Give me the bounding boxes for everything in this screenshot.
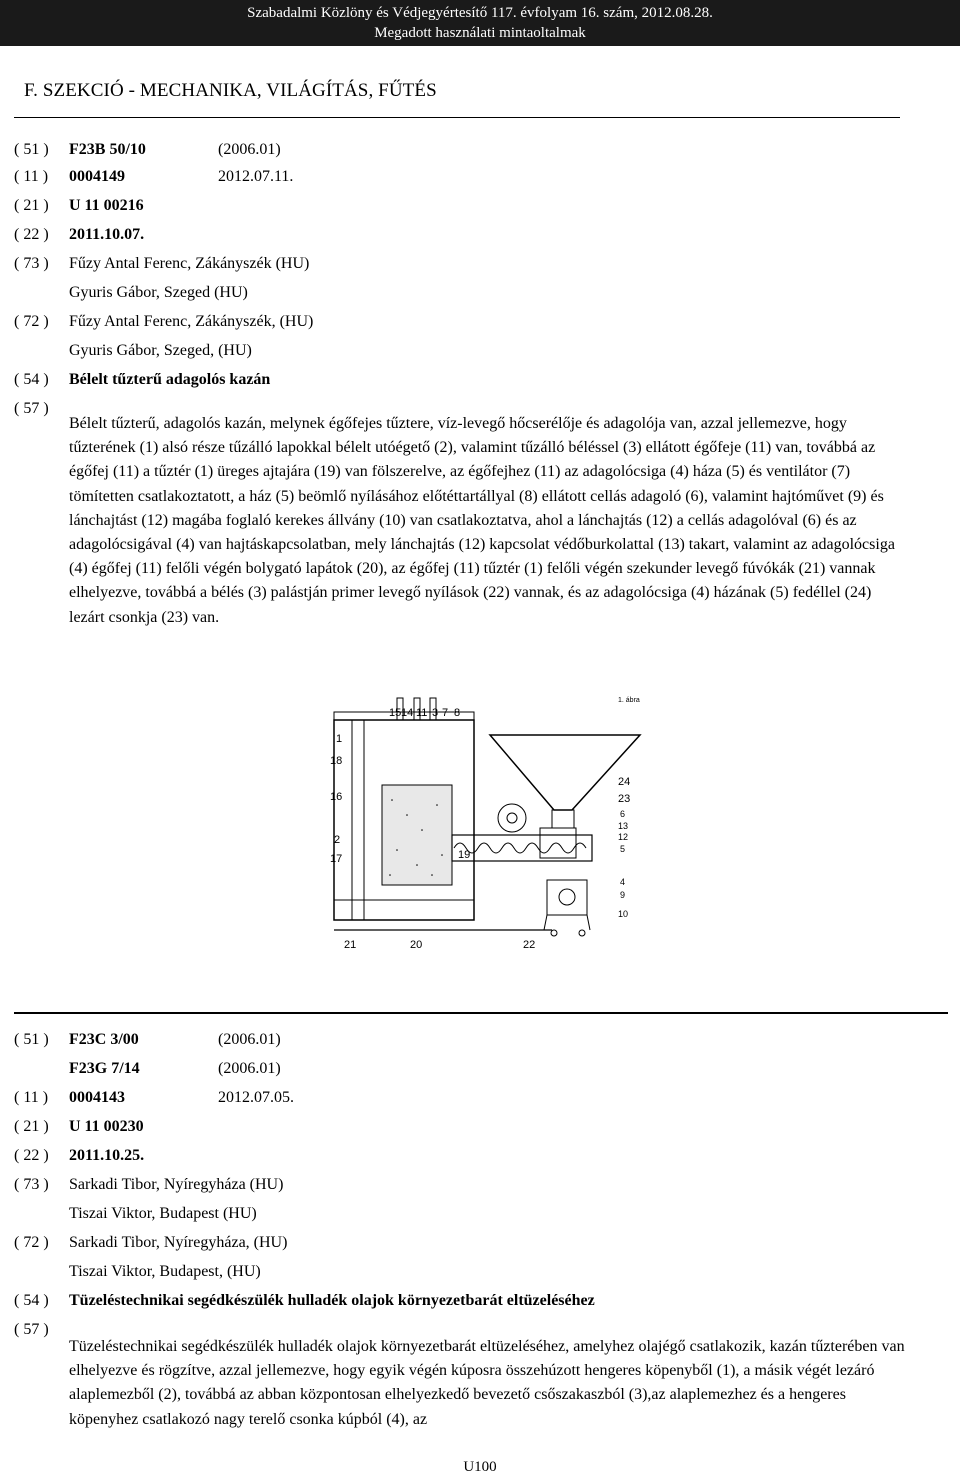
figure-label: 3 xyxy=(432,707,439,719)
registration-date: 2012.07.05. xyxy=(218,1089,294,1106)
owner: Gyuris Gábor, Szeged (HU) xyxy=(69,284,248,301)
figure-label: 13 xyxy=(618,821,629,831)
inventor: Fűzy Antal Ferenc, Zákányszék, (HU) xyxy=(69,313,314,330)
ipc-version: (2006.01) xyxy=(218,141,281,158)
figure-label: 8 xyxy=(454,707,461,719)
inid-code: ( 54 ) xyxy=(14,1292,49,1309)
invention-title: Tüzeléstechnikai segédkészülék hulladék olajok környezetbarát eltüzeléséhez xyxy=(69,1292,595,1309)
divider-rule xyxy=(14,117,900,118)
filing-date: 2011.10.07. xyxy=(69,226,145,243)
inid-code: ( 51 ) xyxy=(14,141,49,158)
figure-label: 23 xyxy=(618,793,631,805)
inid-code: ( 73 ) xyxy=(14,255,49,272)
figure-label: 4 xyxy=(620,877,626,887)
figure-label: 12 xyxy=(618,832,629,842)
entry2-abstract: Tüzeléstechnikai segédkészülék hulladék olajok környezetbarát eltüzeléséhez, amelyhez olajégő csatlakozik, kazán tűzterében van elhelyezve és rögzítve, azzal jellemezve, hogy egyik végén kúposra összehúzott hengeres köpenyből (1), a másik végét lezáró alaplemezből (2), továbbá az abban központosan elhelyezkedő bevezető csőszakaszból (3),az alaplemezhez és a hengeres köpenyhez csatlakozó nagy terelő csonka kúpból (4), az xyxy=(69,1338,905,1428)
inid-code: ( 11 ) xyxy=(14,1089,49,1106)
ipc-class: F23C 3/00 xyxy=(69,1031,139,1048)
owner: Fűzy Antal Ferenc, Zákányszék (HU) xyxy=(69,255,310,272)
figure-label: 16 xyxy=(330,791,343,803)
figure-label: 22 xyxy=(523,939,536,951)
section-subtitle: Megadott használati mintaoltalmak xyxy=(374,25,586,41)
inid-code: ( 73 ) xyxy=(14,1176,49,1193)
inid-code: ( 72 ) xyxy=(14,313,49,330)
figure-label: 19 xyxy=(458,849,471,861)
figure-label: 21 xyxy=(344,939,357,951)
section-title: F. SZEKCIÓ - MECHANIKA, VILÁGÍTÁS, FŰTÉS xyxy=(24,80,437,101)
application-number: U 11 00230 xyxy=(69,1118,144,1135)
figure-label: 6 xyxy=(620,809,626,819)
inid-code: ( 21 ) xyxy=(14,1118,49,1135)
figure-label: 15 xyxy=(389,707,402,719)
registration-number: 0004143 xyxy=(69,1089,125,1106)
ipc-class: F23B 50/10 xyxy=(69,141,146,158)
owner: Sarkadi Tibor, Nyíregyháza (HU) xyxy=(69,1176,284,1193)
figure-label: 10 xyxy=(618,909,629,919)
inid-code: ( 21 ) xyxy=(14,197,49,214)
registration-date: 2012.07.11. xyxy=(218,168,294,185)
ipc-version: (2006.01) xyxy=(218,1031,281,1048)
inventor: Sarkadi Tibor, Nyíregyháza, (HU) xyxy=(69,1234,288,1251)
invention-title: Bélelt tűzterű adagolós kazán xyxy=(69,371,271,388)
inventor: Gyuris Gábor, Szeged, (HU) xyxy=(69,342,252,359)
figure-label: 14 xyxy=(401,707,414,719)
figure-label: 5 xyxy=(620,844,626,854)
inid-code: ( 57 ) xyxy=(14,1321,49,1338)
inid-code: ( 11 ) xyxy=(14,168,49,185)
figure-label: 18 xyxy=(330,755,343,767)
inid-code: ( 54 ) xyxy=(14,371,49,388)
inid-code: ( 22 ) xyxy=(14,1147,49,1164)
owner: Tiszai Viktor, Budapest (HU) xyxy=(69,1205,257,1222)
figure-label: 11 xyxy=(416,707,428,719)
figure-label: 1 xyxy=(336,733,343,745)
figure-label: 17 xyxy=(330,853,343,865)
inid-code: ( 22 ) xyxy=(14,226,49,243)
inid-code: ( 57 ) xyxy=(14,400,49,417)
divider-rule xyxy=(14,1012,948,1014)
figure-label: 2 xyxy=(334,834,341,846)
inid-code: ( 51 ) xyxy=(14,1031,49,1048)
ipc-version: (2006.01) xyxy=(218,1060,281,1077)
figure-caption: 1. ábra xyxy=(618,697,640,704)
filing-date: 2011.10.25. xyxy=(69,1147,145,1164)
inid-code: ( 72 ) xyxy=(14,1234,49,1251)
page-number: U100 xyxy=(463,1459,497,1475)
page-header xyxy=(0,0,960,46)
figure-label: 9 xyxy=(620,890,626,900)
boiler-drawing xyxy=(322,690,652,955)
entry1-abstract: Bélelt tűzterű, adagolós kazán, melynek égőfejes tűztere, víz-levegő hőcserélője és adagolója van, azzal jellemezve, hogy tűzterének (1) alsó része tűzálló lapokkal bélelt utóégető (2), valamint tűzálló béléssel (3) ellátott égőfeje (11) van, továbbá az égőfej (11) a tűztér (1) üreges ajtajára (19) van fölszerelve, az égőfejhez (11) az adagolócsiga (4) háza (5) és ventilátor (7) tömítetten csatlakoztatott, a ház (5) beömlő nyílásához előtéttartállyal (8) ellátott cellás adagoló (6), valamint hajtóművet (9) és lánchajtást (12) magába foglaló kerekes állvány (10) van csatlakoztatva, ahol a lánchajtás (12) a cellás adagolóval (6) és az adagolócsigával (4) van hajtáskapcsolatban, mely lánchajtás (12) kapcsolat védőburkolattal (13) takart, valamint az adagolócsiga (4) égőfej (11) felőli végén bolygató lapátok (20), az égőfej (11) tűztér (1) felőli végén szekunder levegő fúvókák (21) vannak elhelyezve, továbbá a bélés (3) palástján primer levegő nyílások (22) vannak, és az adagolócsiga (4) házának (5) fedéllel (24) lezárt csonkja (23) van. xyxy=(69,415,895,626)
figure-label: 20 xyxy=(410,939,423,951)
journal-title: Szabadalmi Közlöny és Védjegyértesítő 117. évfolyam 16. szám, 2012.08.28. xyxy=(247,5,713,21)
figure-label: 24 xyxy=(618,776,631,788)
figure-label: 7 xyxy=(442,707,449,719)
application-number: U 11 00216 xyxy=(69,197,144,214)
inventor: Tiszai Viktor, Budapest, (HU) xyxy=(69,1263,261,1280)
ipc-class: F23G 7/14 xyxy=(69,1060,140,1077)
registration-number: 0004149 xyxy=(69,168,125,185)
